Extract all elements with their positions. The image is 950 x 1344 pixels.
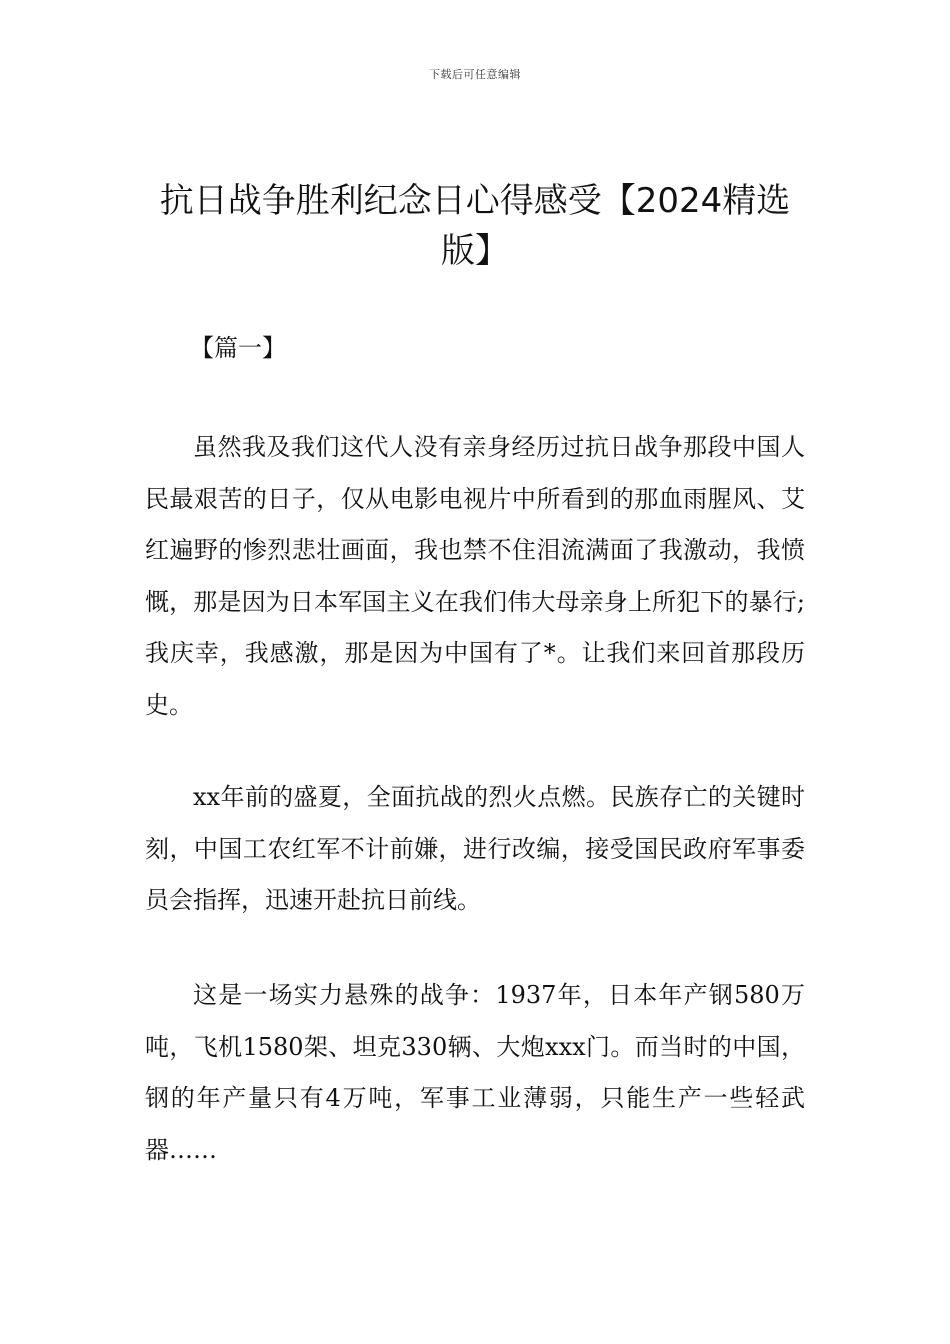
section-label: 【篇一】: [190, 334, 286, 362]
document-title: 抗日战争胜利纪念日心得感受【2024精选版】: [159, 181, 791, 271]
paragraph-1: 虽然我及我们这代人没有亲身经历过抗日战争那段中国人民最艰苦的日子，仅从电影电视片中所看到的那血雨腥风、艾红遍野的惨烈悲壮画面，我也禁不住泪流满面了我激动，我愤慨，那是因为日本军国主义在我们伟大母亲身上所犯下的暴行;我庆幸，我感激，那是因为中国有了*。让我们来回首那段历史。: [145, 433, 805, 719]
paragraph-3: 这是一场实力悬殊的战争：1937年，日本年产钢580万吨，飞机1580架、坦克330辆、大炮xxx门。而当时的中国，钢的年产量只有4万吨，军事工业薄弱，只能生产一些轻武器……: [145, 981, 805, 1164]
header-note: 下载后可任意编辑: [429, 68, 521, 81]
paragraph-2: xx年前的盛夏，全面抗战的烈火点燃。民族存亡的关键时刻，中国工农红军不计前嫌，进行改编，接受国民政府军事委员会指挥，迅速开赴抗日前线。: [145, 783, 805, 914]
